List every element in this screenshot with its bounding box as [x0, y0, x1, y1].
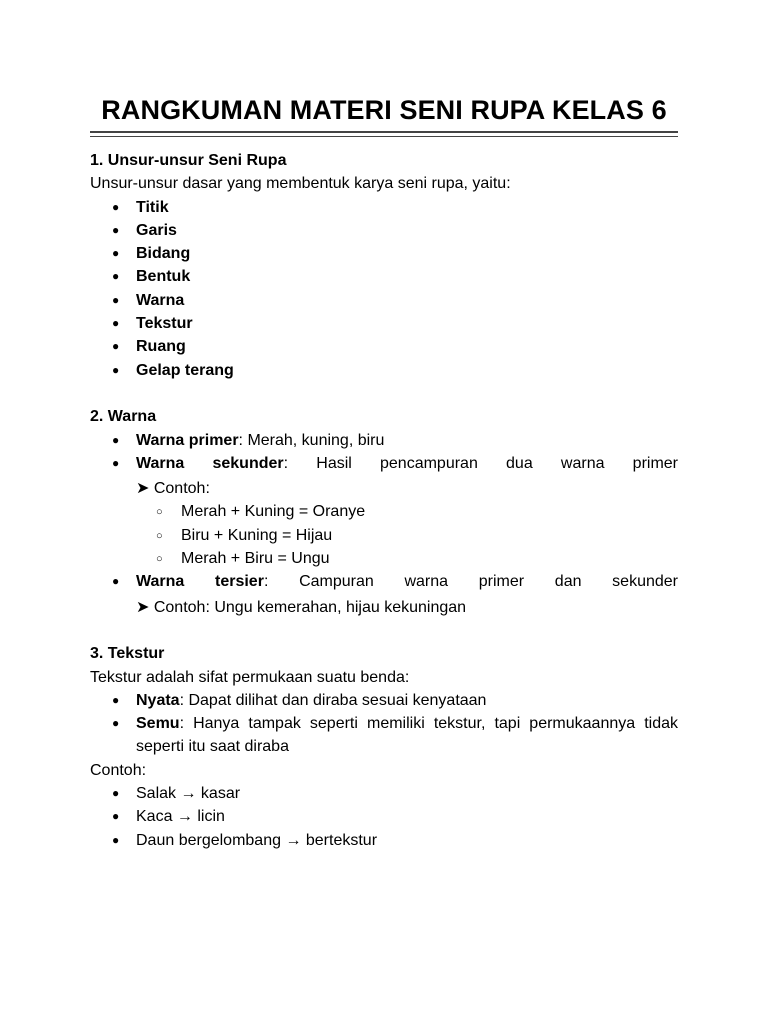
list-item: ● Bidang: [90, 242, 678, 265]
bullet-icon: ●: [112, 316, 120, 331]
bullet-icon: ●: [112, 339, 120, 354]
section-1-intro: Unsur-unsur dasar yang membentuk karya seni rupa, yaitu:: [90, 175, 511, 193]
bullet-icon: ●: [112, 716, 120, 731]
list-item: ● Salak → kasar: [90, 782, 678, 805]
list-item: ● Gelap terang: [90, 359, 678, 382]
list-item: ● Daun bergelombang → bertekstur: [90, 829, 678, 852]
section-3-heading: 3. Tekstur: [90, 645, 165, 663]
section-1-heading: 1. Unsur-unsur Seni Rupa: [90, 152, 287, 169]
section-3-intro: Tekstur adalah sifat permukaan suatu benda:: [90, 668, 410, 686]
bullet-icon: ●: [112, 292, 120, 307]
sekunder-contoh-label: ➤ Contoh:: [136, 480, 210, 498]
bullet-icon: ●: [112, 199, 120, 214]
section-3-list: [90, 689, 678, 759]
bullet-icon: ●: [112, 432, 120, 447]
list-item-warna-sekunder: ● Warna sekunder: Hasil pencampuran dua warna primer: [90, 452, 678, 475]
title-divider: [90, 131, 678, 137]
bullet-icon: ●: [112, 786, 120, 801]
bullet-icon: ●: [112, 809, 120, 824]
list-item-warna-tersier: ● Warna tersier: Campuran warna primer dan sekunder: [90, 570, 678, 593]
hollow-bullet-icon: ○: [156, 529, 163, 542]
list-item-semu: ● Semu: Hanya tampak seperti memiliki tekstur, tapi permukaannya tidak seperti itu saat diraba: [90, 712, 678, 759]
list-item: ● Tekstur: [90, 312, 678, 335]
contoh-label: Contoh:: [90, 761, 147, 779]
blank-line: [90, 382, 678, 405]
list-item-nyata: ● Nyata: Dapat dilihat dan diraba sesuai kenyataan: [90, 689, 678, 712]
document-page: [90, 92, 678, 852]
tekstur-example-list: [90, 782, 678, 852]
section-2-heading: 2. Warna: [90, 408, 157, 426]
section-2-list: [90, 429, 678, 476]
bullet-icon: ●: [112, 692, 120, 707]
list-item: ● Kaca → licin: [90, 805, 678, 828]
bullet-icon: ●: [112, 574, 120, 589]
bullet-icon: ●: [112, 222, 120, 237]
list-item: ● Bentuk: [90, 265, 678, 288]
sekunder-example-list: [90, 500, 678, 570]
blank-line: [90, 619, 678, 642]
page-title: RANGKUMAN MATERI SENI RUPA KELAS 6: [101, 95, 667, 125]
section-1-list: [90, 196, 678, 382]
bullet-icon: ●: [112, 362, 120, 377]
bullet-icon: ●: [112, 455, 120, 470]
list-item: ○ Merah + Biru = Ungu: [90, 547, 678, 570]
hollow-bullet-icon: ○: [156, 553, 163, 566]
section-2-list-cont: [90, 570, 678, 593]
list-item: ○ Biru + Kuning = Hijau: [90, 524, 678, 547]
tersier-contoh: ➤ Contoh: Ungu kemerahan, hijau kekuningan: [136, 598, 467, 616]
list-item: ● Garis: [90, 219, 678, 242]
list-item: ● Ruang: [90, 335, 678, 358]
list-item: ○ Merah + Kuning = Oranye: [90, 500, 678, 523]
bullet-icon: ●: [112, 832, 120, 847]
list-item-warna-primer: ● Warna primer: Merah, kuning, biru: [90, 429, 678, 452]
bullet-icon: ●: [112, 269, 120, 284]
bullet-icon: ●: [112, 246, 120, 261]
list-item: ● Warna: [90, 289, 678, 312]
list-item: ● Titik: [90, 196, 678, 219]
hollow-bullet-icon: ○: [156, 506, 163, 519]
